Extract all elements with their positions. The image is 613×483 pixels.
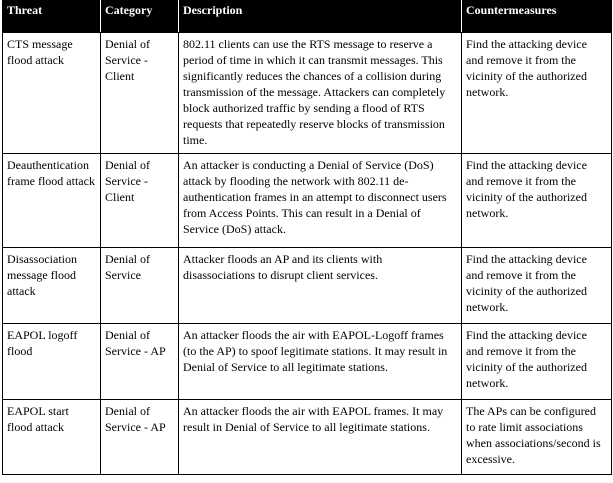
category-cell: Denial of Service - Client [101,33,179,154]
threat-cell: EAPOL start flood attack [3,400,101,475]
category-cell: Denial of Service - AP [101,324,179,400]
threat-cell: Deauthentication frame flood attack [3,154,101,248]
description-cell: 802.11 clients can use the RTS message to reserve a period of time in which it can transmit messages. This significantly reduces the chances of a collision during transmission of the message. Attackers can completely block authorized traffic by sending a flood of RTS requests that repeatedly reserve blocks of transmission time. [179,33,462,154]
countermeasures-cell: Find the attacking device and remove it from the vicinity of the authorized network. [462,248,612,324]
header-countermeasures: Countermeasures [462,1,612,33]
table-row [3,154,612,248]
category-cell: Denial of Service - Client [101,154,179,248]
threat-cell: Disassociation message flood attack [3,248,101,324]
description-cell: An attacker floods the air with EAPOL frames. It may result in Denial of Service to all legitimate stations. [179,400,462,475]
threat-cell: EAPOL logoff flood [3,324,101,400]
header-description: Description [179,1,462,33]
description-cell: An attacker floods the air with EAPOL-Logoff frames (to the AP) to spoof legitimate stations. It may result in Denial of Service to all legitimate stations. [179,324,462,400]
table-row [3,33,612,154]
description-cell: An attacker is conducting a Denial of Service (DoS) attack by flooding the network with 802.11 de-authentication frames in an attempt to disconnect users from Access Points. This can result in a Denial of Service (DoS) attack. [179,154,462,248]
countermeasures-cell: Find the attacking device and remove it from the vicinity of the authorized network. [462,33,612,154]
table-row [3,248,612,324]
category-cell: Denial of Service - AP [101,400,179,475]
table-row [3,324,612,400]
table-row [3,400,612,475]
countermeasures-cell: Find the attacking device and remove it from the vicinity of the authorized network. [462,154,612,248]
threats-table [2,0,612,475]
header-category: Category [101,1,179,33]
header-row [3,1,612,33]
threat-cell: CTS message flood attack [3,33,101,154]
header-threat: Threat [3,1,101,33]
category-cell: Denial of Service [101,248,179,324]
description-cell: Attacker floods an AP and its clients with disassociations to disrupt client services. [179,248,462,324]
countermeasures-cell: The APs can be configured to rate limit associations when associations/second is excessive. [462,400,612,475]
countermeasures-cell: Find the attacking device and remove it from the vicinity of the authorized network. [462,324,612,400]
